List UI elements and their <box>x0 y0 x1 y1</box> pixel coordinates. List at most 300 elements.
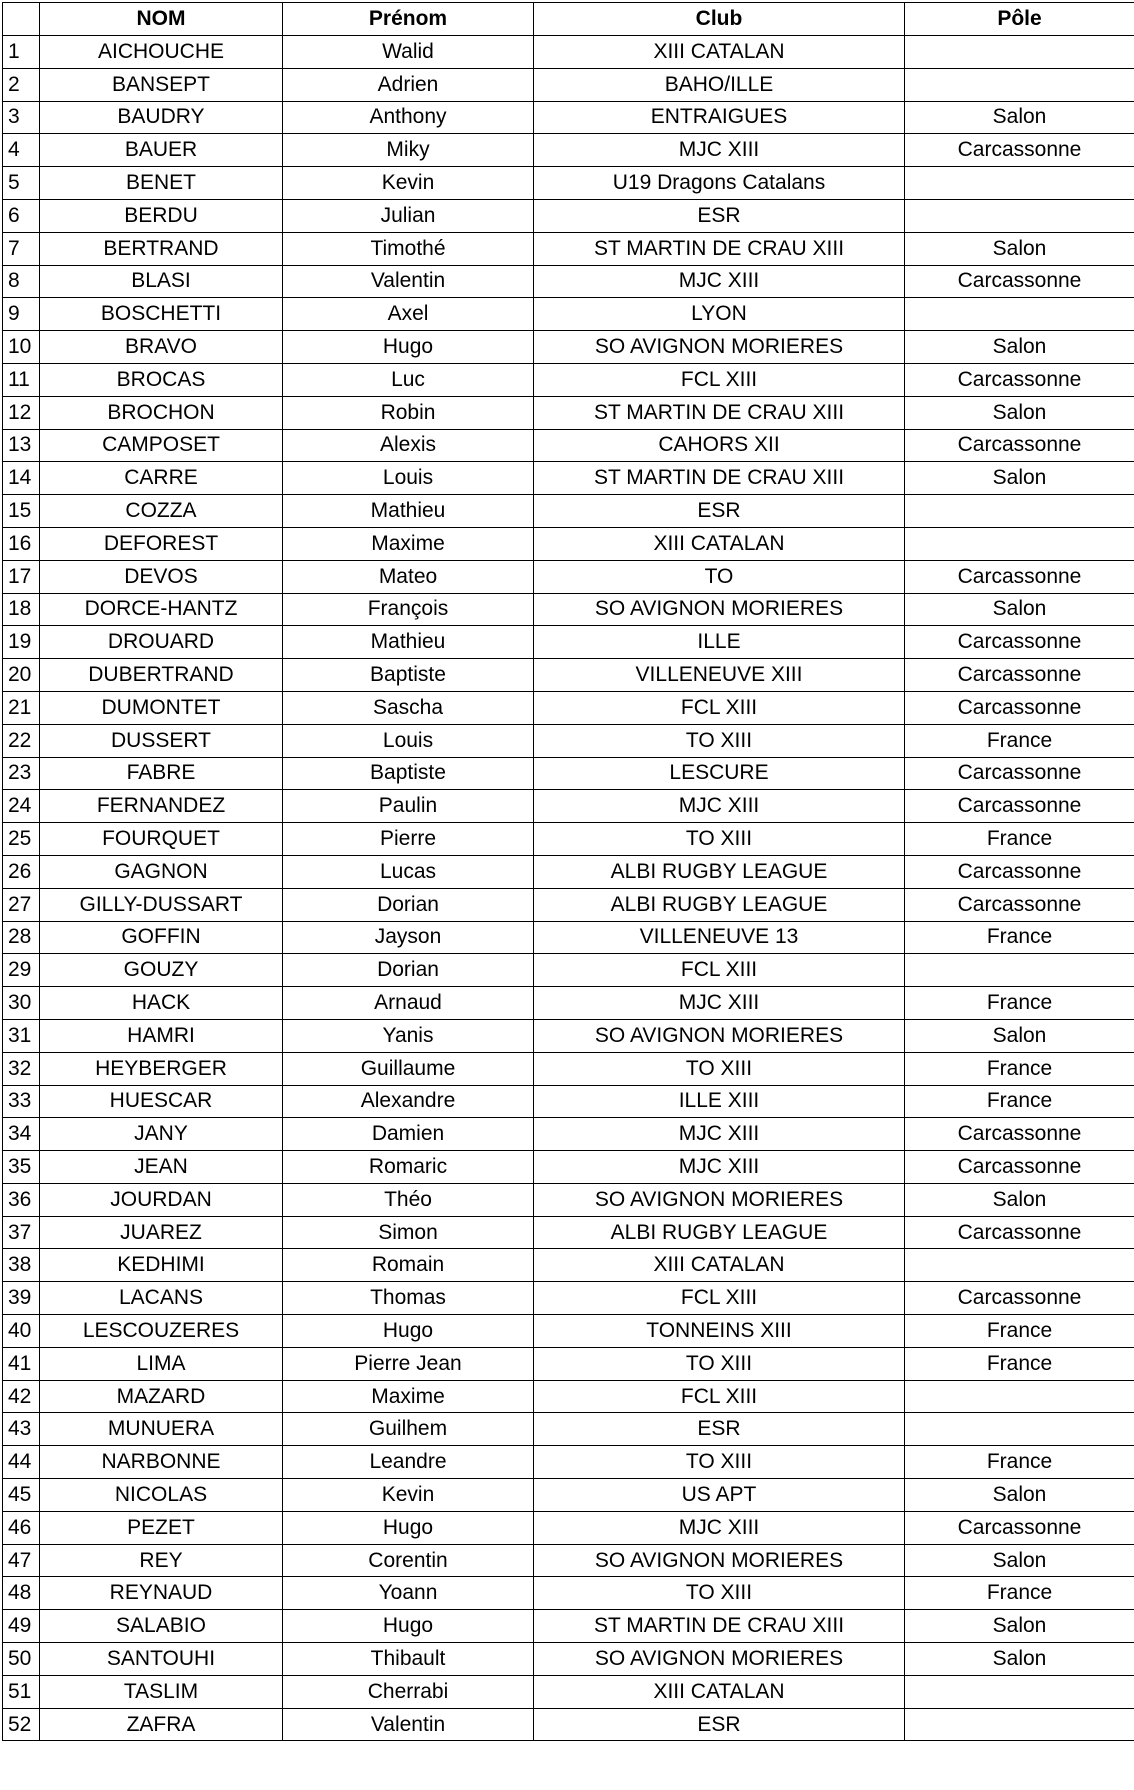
cell-nom: GILLY-DUSSART <box>40 888 283 921</box>
table-row <box>3 232 1134 265</box>
table-row <box>3 1085 1134 1118</box>
cell-club: XIII CATALAN <box>534 1249 905 1282</box>
cell-pole: Salon <box>905 396 1134 429</box>
cell-club: FCL XIII <box>534 363 905 396</box>
row-number: 15 <box>3 495 40 528</box>
cell-club: FCL XIII <box>534 1380 905 1413</box>
row-number: 37 <box>3 1216 40 1249</box>
cell-club: BAHO/ILLE <box>534 68 905 101</box>
cell-club: TO XIII <box>534 724 905 757</box>
cell-pole <box>905 954 1134 987</box>
cell-pole <box>905 167 1134 200</box>
table-row <box>3 1708 1134 1741</box>
cell-pole: France <box>905 921 1134 954</box>
row-number: 12 <box>3 396 40 429</box>
cell-prenom: Kevin <box>283 1479 534 1512</box>
table-row <box>3 1019 1134 1052</box>
cell-prenom: Guillaume <box>283 1052 534 1085</box>
cell-club: TO XIII <box>534 1577 905 1610</box>
cell-club: ALBI RUGBY LEAGUE <box>534 888 905 921</box>
cell-club: SO AVIGNON MORIERES <box>534 1544 905 1577</box>
cell-prenom: Pierre Jean <box>283 1347 534 1380</box>
row-number: 24 <box>3 790 40 823</box>
cell-club: TO XIII <box>534 823 905 856</box>
cell-pole: France <box>905 1052 1134 1085</box>
cell-pole: Salon <box>905 593 1134 626</box>
row-number: 40 <box>3 1315 40 1348</box>
cell-club: LESCURE <box>534 757 905 790</box>
table-row <box>3 921 1134 954</box>
cell-prenom: Maxime <box>283 1380 534 1413</box>
cell-pole <box>905 527 1134 560</box>
cell-nom: TASLIM <box>40 1675 283 1708</box>
cell-nom: CARRE <box>40 462 283 495</box>
table-header <box>3 3 1134 36</box>
row-number: 7 <box>3 232 40 265</box>
cell-club: MJC XIII <box>534 790 905 823</box>
header-nom: NOM <box>40 3 283 36</box>
row-number: 33 <box>3 1085 40 1118</box>
cell-nom: KEDHIMI <box>40 1249 283 1282</box>
cell-nom: BENET <box>40 167 283 200</box>
cell-club: SO AVIGNON MORIERES <box>534 1183 905 1216</box>
cell-pole: Salon <box>905 1544 1134 1577</box>
cell-prenom: Mathieu <box>283 626 534 659</box>
row-number: 9 <box>3 298 40 331</box>
table-row <box>3 1446 1134 1479</box>
cell-prenom: Alexis <box>283 429 534 462</box>
cell-prenom: Mathieu <box>283 495 534 528</box>
cell-prenom: Robin <box>283 396 534 429</box>
table-row <box>3 593 1134 626</box>
table-row <box>3 1118 1134 1151</box>
table-row <box>3 68 1134 101</box>
table-row <box>3 36 1134 69</box>
cell-club: FCL XIII <box>534 954 905 987</box>
cell-pole: Carcassonne <box>905 626 1134 659</box>
cell-prenom: Théo <box>283 1183 534 1216</box>
cell-pole: Salon <box>905 1019 1134 1052</box>
row-number: 25 <box>3 823 40 856</box>
header-pole: Pôle <box>905 3 1134 36</box>
row-number: 23 <box>3 757 40 790</box>
cell-club: VILLENEUVE 13 <box>534 921 905 954</box>
cell-prenom: Romaric <box>283 1151 534 1184</box>
row-number: 46 <box>3 1511 40 1544</box>
cell-nom: MUNUERA <box>40 1413 283 1446</box>
row-number: 43 <box>3 1413 40 1446</box>
cell-pole: Carcassonne <box>905 757 1134 790</box>
row-number: 47 <box>3 1544 40 1577</box>
cell-club: TONNEINS XIII <box>534 1315 905 1348</box>
cell-nom: HUESCAR <box>40 1085 283 1118</box>
row-number: 26 <box>3 855 40 888</box>
cell-nom: JUAREZ <box>40 1216 283 1249</box>
row-number: 28 <box>3 921 40 954</box>
cell-nom: CAMPOSET <box>40 429 283 462</box>
cell-nom: BRAVO <box>40 331 283 364</box>
table-row <box>3 298 1134 331</box>
row-number: 10 <box>3 331 40 364</box>
cell-nom: DROUARD <box>40 626 283 659</box>
table-row <box>3 331 1134 364</box>
cell-pole: France <box>905 987 1134 1020</box>
row-number: 13 <box>3 429 40 462</box>
table-row <box>3 1249 1134 1282</box>
cell-prenom: Mateo <box>283 560 534 593</box>
cell-nom: BAUDRY <box>40 101 283 134</box>
cell-nom: PEZET <box>40 1511 283 1544</box>
cell-nom: JANY <box>40 1118 283 1151</box>
table-row <box>3 1610 1134 1643</box>
table-row <box>3 1643 1134 1676</box>
cell-pole: Carcassonne <box>905 1151 1134 1184</box>
cell-prenom: Paulin <box>283 790 534 823</box>
cell-nom: DEVOS <box>40 560 283 593</box>
cell-nom: BAUER <box>40 134 283 167</box>
table-row <box>3 134 1134 167</box>
cell-pole <box>905 199 1134 232</box>
row-number: 39 <box>3 1282 40 1315</box>
cell-pole: France <box>905 1315 1134 1348</box>
cell-nom: SANTOUHI <box>40 1643 283 1676</box>
cell-pole: France <box>905 1446 1134 1479</box>
cell-club: FCL XIII <box>534 691 905 724</box>
cell-pole: Salon <box>905 1643 1134 1676</box>
cell-club: MJC XIII <box>534 1511 905 1544</box>
table-row <box>3 790 1134 823</box>
cell-nom: FERNANDEZ <box>40 790 283 823</box>
header-index <box>3 3 40 36</box>
row-number: 29 <box>3 954 40 987</box>
cell-prenom: Lucas <box>283 855 534 888</box>
cell-nom: BERDU <box>40 199 283 232</box>
row-number: 31 <box>3 1019 40 1052</box>
cell-prenom: Hugo <box>283 1610 534 1643</box>
cell-club: SO AVIGNON MORIERES <box>534 593 905 626</box>
cell-pole <box>905 68 1134 101</box>
cell-club: VILLENEUVE XIII <box>534 659 905 692</box>
cell-nom: AICHOUCHE <box>40 36 283 69</box>
table-row <box>3 1183 1134 1216</box>
cell-prenom: Adrien <box>283 68 534 101</box>
cell-prenom: Arnaud <box>283 987 534 1020</box>
cell-prenom: François <box>283 593 534 626</box>
table-row <box>3 265 1134 298</box>
cell-club: ILLE XIII <box>534 1085 905 1118</box>
table-row <box>3 659 1134 692</box>
cell-prenom: Axel <box>283 298 534 331</box>
table-row <box>3 954 1134 987</box>
cell-prenom: Simon <box>283 1216 534 1249</box>
cell-club: MJC XIII <box>534 987 905 1020</box>
row-number: 2 <box>3 68 40 101</box>
cell-club: ST MARTIN DE CRAU XIII <box>534 396 905 429</box>
cell-pole: Salon <box>905 1479 1134 1512</box>
cell-pole: Salon <box>905 1183 1134 1216</box>
cell-nom: DUSSERT <box>40 724 283 757</box>
cell-nom: BLASI <box>40 265 283 298</box>
row-number: 49 <box>3 1610 40 1643</box>
cell-prenom: Kevin <box>283 167 534 200</box>
row-number: 22 <box>3 724 40 757</box>
table-row <box>3 199 1134 232</box>
cell-nom: MAZARD <box>40 1380 283 1413</box>
row-number: 27 <box>3 888 40 921</box>
cell-nom: DUBERTRAND <box>40 659 283 692</box>
table-row <box>3 1315 1134 1348</box>
table-row <box>3 1052 1134 1085</box>
cell-club: SO AVIGNON MORIERES <box>534 1643 905 1676</box>
row-number: 34 <box>3 1118 40 1151</box>
cell-pole: Carcassonne <box>905 691 1134 724</box>
cell-nom: SALABIO <box>40 1610 283 1643</box>
row-number: 38 <box>3 1249 40 1282</box>
cell-prenom: Yanis <box>283 1019 534 1052</box>
header-club: Club <box>534 3 905 36</box>
cell-club: FCL XIII <box>534 1282 905 1315</box>
cell-nom: BROCHON <box>40 396 283 429</box>
cell-prenom: Miky <box>283 134 534 167</box>
cell-club: MJC XIII <box>534 265 905 298</box>
table-row <box>3 691 1134 724</box>
cell-nom: DORCE-HANTZ <box>40 593 283 626</box>
table-row <box>3 987 1134 1020</box>
cell-prenom: Alexandre <box>283 1085 534 1118</box>
cell-pole: Carcassonne <box>905 429 1134 462</box>
cell-club: ENTRAIGUES <box>534 101 905 134</box>
cell-pole: Carcassonne <box>905 659 1134 692</box>
cell-prenom: Valentin <box>283 1708 534 1741</box>
table-row <box>3 1282 1134 1315</box>
cell-club: TO XIII <box>534 1446 905 1479</box>
table-row <box>3 101 1134 134</box>
table-row <box>3 1479 1134 1512</box>
table-row <box>3 1577 1134 1610</box>
cell-nom: GOUZY <box>40 954 283 987</box>
cell-club: MJC XIII <box>534 1151 905 1184</box>
row-number: 20 <box>3 659 40 692</box>
cell-prenom: Hugo <box>283 331 534 364</box>
cell-pole <box>905 298 1134 331</box>
cell-nom: REYNAUD <box>40 1577 283 1610</box>
cell-club: ST MARTIN DE CRAU XIII <box>534 462 905 495</box>
table-row <box>3 1216 1134 1249</box>
row-number: 8 <box>3 265 40 298</box>
player-roster-table <box>2 2 1134 1741</box>
table-row <box>3 495 1134 528</box>
cell-prenom: Pierre <box>283 823 534 856</box>
cell-pole <box>905 1413 1134 1446</box>
cell-prenom: Cherrabi <box>283 1675 534 1708</box>
table-row <box>3 429 1134 462</box>
cell-nom: NICOLAS <box>40 1479 283 1512</box>
cell-pole <box>905 1675 1134 1708</box>
table-row <box>3 724 1134 757</box>
cell-pole: Carcassonne <box>905 363 1134 396</box>
cell-pole: France <box>905 724 1134 757</box>
cell-pole: Carcassonne <box>905 265 1134 298</box>
cell-nom: JOURDAN <box>40 1183 283 1216</box>
header-row <box>3 3 1134 36</box>
table-row <box>3 888 1134 921</box>
cell-nom: FOURQUET <box>40 823 283 856</box>
cell-club: ILLE <box>534 626 905 659</box>
cell-prenom: Damien <box>283 1118 534 1151</box>
cell-club: LYON <box>534 298 905 331</box>
cell-prenom: Guilhem <box>283 1413 534 1446</box>
cell-club: ESR <box>534 1413 905 1446</box>
table-row <box>3 363 1134 396</box>
cell-club: SO AVIGNON MORIERES <box>534 331 905 364</box>
cell-pole: Carcassonne <box>905 1118 1134 1151</box>
cell-pole: Carcassonne <box>905 790 1134 823</box>
row-number: 18 <box>3 593 40 626</box>
row-number: 30 <box>3 987 40 1020</box>
table-row <box>3 560 1134 593</box>
row-number: 35 <box>3 1151 40 1184</box>
header-prenom: Prénom <box>283 3 534 36</box>
cell-prenom: Anthony <box>283 101 534 134</box>
row-number: 3 <box>3 101 40 134</box>
cell-club: MJC XIII <box>534 1118 905 1151</box>
cell-nom: HAMRI <box>40 1019 283 1052</box>
row-number: 51 <box>3 1675 40 1708</box>
cell-prenom: Hugo <box>283 1315 534 1348</box>
cell-pole: Carcassonne <box>905 1216 1134 1249</box>
row-number: 32 <box>3 1052 40 1085</box>
cell-nom: REY <box>40 1544 283 1577</box>
cell-prenom: Louis <box>283 462 534 495</box>
table-row <box>3 1347 1134 1380</box>
cell-nom: JEAN <box>40 1151 283 1184</box>
cell-nom: BOSCHETTI <box>40 298 283 331</box>
table-row <box>3 757 1134 790</box>
cell-club: MJC XIII <box>534 134 905 167</box>
cell-pole: Carcassonne <box>905 855 1134 888</box>
table-row <box>3 855 1134 888</box>
cell-prenom: Romain <box>283 1249 534 1282</box>
table-row <box>3 396 1134 429</box>
cell-pole: France <box>905 1577 1134 1610</box>
row-number: 14 <box>3 462 40 495</box>
cell-pole <box>905 495 1134 528</box>
cell-prenom: Thomas <box>283 1282 534 1315</box>
cell-club: XIII CATALAN <box>534 1675 905 1708</box>
row-number: 17 <box>3 560 40 593</box>
cell-pole: France <box>905 1085 1134 1118</box>
cell-prenom: Leandre <box>283 1446 534 1479</box>
cell-prenom: Yoann <box>283 1577 534 1610</box>
cell-nom: LIMA <box>40 1347 283 1380</box>
cell-club: CAHORS XII <box>534 429 905 462</box>
cell-prenom: Dorian <box>283 888 534 921</box>
cell-club: U19 Dragons Catalans <box>534 167 905 200</box>
cell-prenom: Louis <box>283 724 534 757</box>
row-number: 16 <box>3 527 40 560</box>
cell-club: TO XIII <box>534 1347 905 1380</box>
cell-pole: Carcassonne <box>905 888 1134 921</box>
cell-pole: Salon <box>905 1610 1134 1643</box>
cell-prenom: Maxime <box>283 527 534 560</box>
cell-prenom: Julian <box>283 199 534 232</box>
cell-club: ESR <box>534 495 905 528</box>
cell-prenom: Baptiste <box>283 659 534 692</box>
row-number: 36 <box>3 1183 40 1216</box>
cell-pole: Salon <box>905 232 1134 265</box>
table-row <box>3 1380 1134 1413</box>
cell-pole: Carcassonne <box>905 560 1134 593</box>
cell-club: TO <box>534 560 905 593</box>
cell-pole: Carcassonne <box>905 1511 1134 1544</box>
cell-pole: Carcassonne <box>905 134 1134 167</box>
cell-nom: HACK <box>40 987 283 1020</box>
cell-nom: DEFOREST <box>40 527 283 560</box>
row-number: 5 <box>3 167 40 200</box>
cell-club: ALBI RUGBY LEAGUE <box>534 1216 905 1249</box>
cell-pole: Carcassonne <box>905 1282 1134 1315</box>
row-number: 44 <box>3 1446 40 1479</box>
cell-club: ESR <box>534 1708 905 1741</box>
cell-pole <box>905 36 1134 69</box>
cell-nom: NARBONNE <box>40 1446 283 1479</box>
table-row <box>3 167 1134 200</box>
cell-nom: BANSEPT <box>40 68 283 101</box>
cell-club: ST MARTIN DE CRAU XIII <box>534 1610 905 1643</box>
table-row <box>3 1151 1134 1184</box>
row-number: 41 <box>3 1347 40 1380</box>
cell-pole <box>905 1249 1134 1282</box>
cell-club: ST MARTIN DE CRAU XIII <box>534 232 905 265</box>
cell-club: TO XIII <box>534 1052 905 1085</box>
table-row <box>3 527 1134 560</box>
cell-prenom: Dorian <box>283 954 534 987</box>
row-number: 19 <box>3 626 40 659</box>
cell-club: XIII CATALAN <box>534 36 905 69</box>
cell-pole: France <box>905 823 1134 856</box>
cell-nom: GAGNON <box>40 855 283 888</box>
cell-prenom: Luc <box>283 363 534 396</box>
cell-prenom: Walid <box>283 36 534 69</box>
cell-nom: GOFFIN <box>40 921 283 954</box>
table-row <box>3 823 1134 856</box>
table-row <box>3 1511 1134 1544</box>
cell-prenom: Timothé <box>283 232 534 265</box>
table-row <box>3 1544 1134 1577</box>
cell-prenom: Corentin <box>283 1544 534 1577</box>
cell-nom: FABRE <box>40 757 283 790</box>
row-number: 6 <box>3 199 40 232</box>
table-row <box>3 626 1134 659</box>
row-number: 42 <box>3 1380 40 1413</box>
row-number: 1 <box>3 36 40 69</box>
cell-pole: Salon <box>905 331 1134 364</box>
cell-pole: France <box>905 1347 1134 1380</box>
cell-nom: BERTRAND <box>40 232 283 265</box>
cell-pole: Salon <box>905 462 1134 495</box>
row-number: 50 <box>3 1643 40 1676</box>
row-number: 52 <box>3 1708 40 1741</box>
row-number: 45 <box>3 1479 40 1512</box>
cell-prenom: Hugo <box>283 1511 534 1544</box>
cell-prenom: Valentin <box>283 265 534 298</box>
cell-club: US APT <box>534 1479 905 1512</box>
table-row <box>3 1675 1134 1708</box>
cell-club: ALBI RUGBY LEAGUE <box>534 855 905 888</box>
cell-nom: DUMONTET <box>40 691 283 724</box>
cell-pole <box>905 1380 1134 1413</box>
cell-pole: Salon <box>905 101 1134 134</box>
